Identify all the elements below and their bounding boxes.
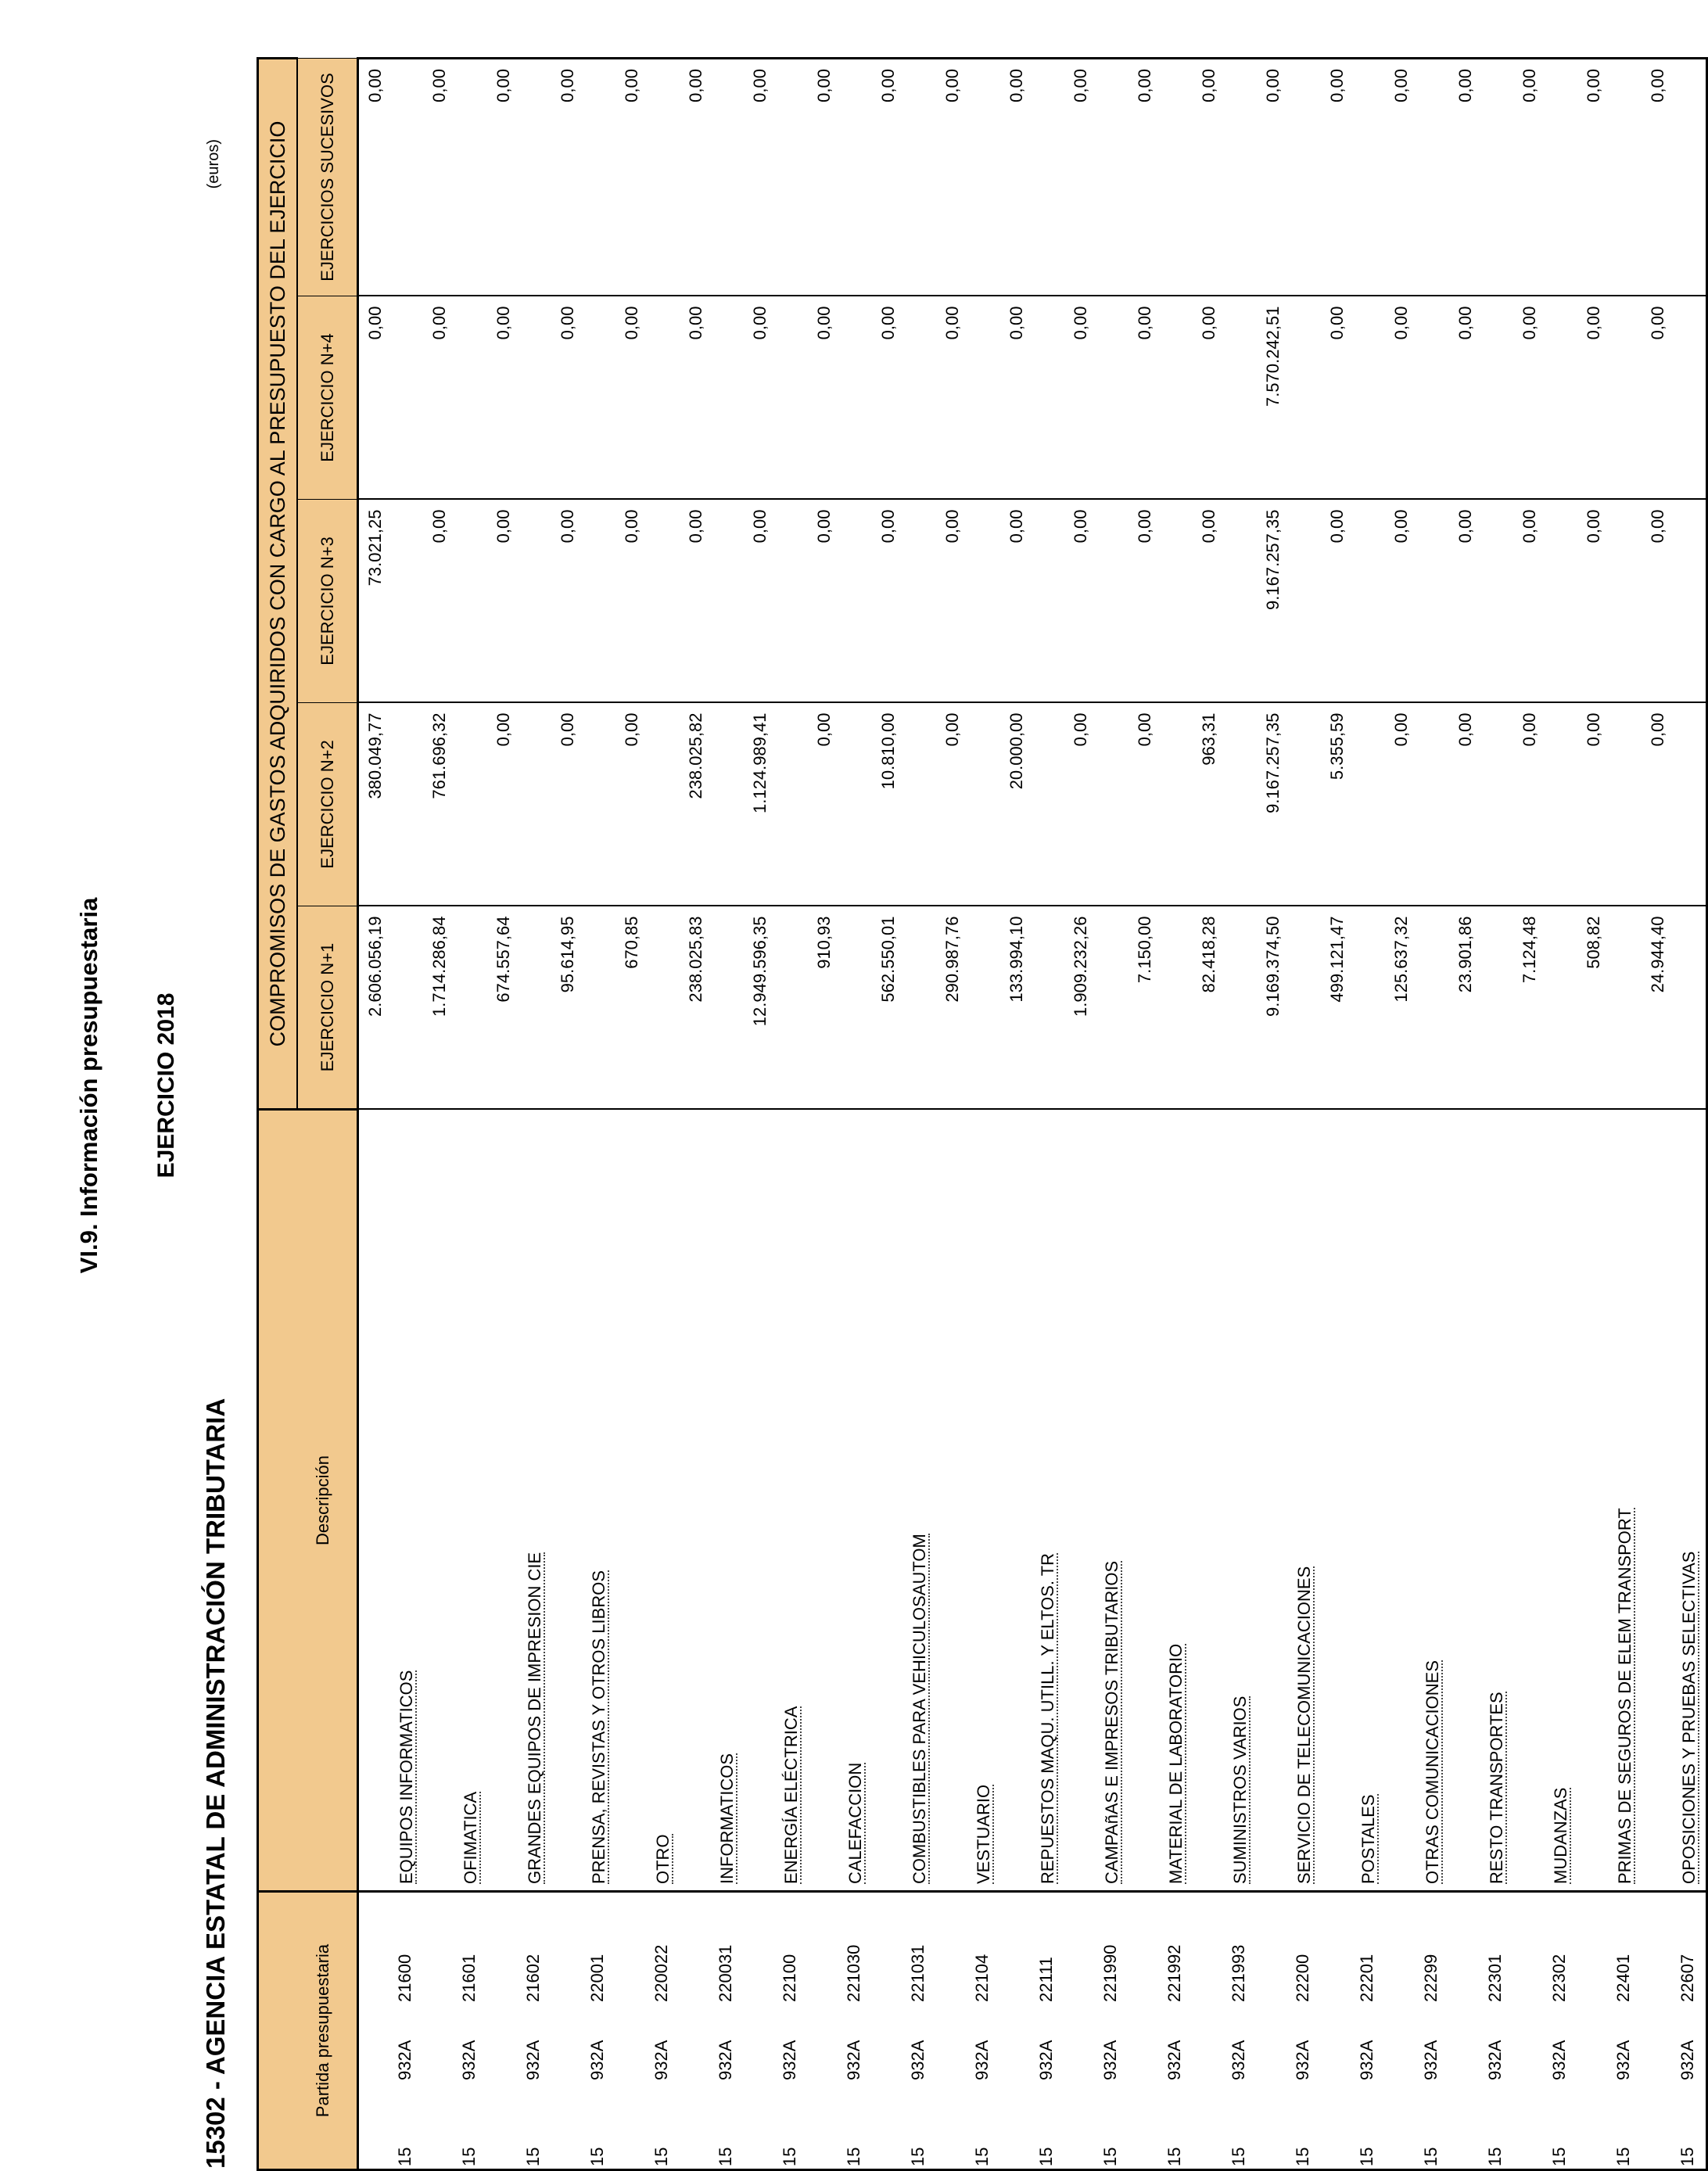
value-sucesivos: 0,00 — [1577, 58, 1642, 296]
value-n1: 290.987,76 — [936, 906, 1000, 1110]
table-row — [1257, 58, 1321, 2169]
value-n4: 0,00 — [487, 296, 551, 500]
value-sucesivos: 0,00 — [615, 58, 680, 296]
value-n2: 1.124.989,41 — [744, 703, 808, 906]
value-sucesivos: 0,00 — [423, 58, 487, 296]
value-n2: 380.049,77 — [358, 703, 424, 906]
partida-program: 932A — [587, 2040, 607, 2080]
partida-section: 15 — [1421, 2147, 1441, 2166]
partida-program: 932A — [1036, 2040, 1056, 2080]
description-text: MUDANZAS — [1551, 1787, 1570, 1884]
description-text: GRANDES EQUIPOS DE IMPRESION CIE — [525, 1552, 544, 1884]
value-n2: 238.025,82 — [680, 703, 744, 906]
value-n1: 2.606.056,19 — [358, 906, 424, 1110]
table-row — [872, 58, 936, 2169]
partida-cell — [1128, 1892, 1193, 2170]
value-n1: 562.550,01 — [872, 906, 936, 1110]
value-n2: 0,00 — [936, 703, 1000, 906]
partida-concept: 221030 — [844, 1944, 863, 2002]
table-row — [1064, 58, 1128, 2169]
header-n3: EJERCICIO N+3 — [297, 500, 358, 703]
partida-section: 15 — [1678, 2147, 1697, 2166]
partida-concept: 22100 — [780, 1954, 799, 2002]
description-text: EQUIPOS INFORMATICOS — [396, 1670, 416, 1884]
table-row — [1513, 58, 1577, 2169]
value-n4: 0,00 — [1642, 296, 1707, 500]
value-n1: 133.994,10 — [1000, 906, 1064, 1110]
partida-cell — [615, 1892, 680, 2170]
value-n3: 0,00 — [1193, 500, 1257, 703]
partida-program: 932A — [1421, 2040, 1441, 2080]
value-n3: 73.021,25 — [358, 500, 424, 703]
value-n3: 0,00 — [1513, 500, 1577, 703]
value-n4: 0,00 — [680, 296, 744, 500]
table-row — [1193, 58, 1257, 2169]
description-text: OTRO — [653, 1834, 673, 1884]
partida-program: 932A — [780, 2040, 799, 2080]
value-n3: 0,00 — [551, 500, 615, 703]
value-n2: 0,00 — [1128, 703, 1193, 906]
value-sucesivos: 0,00 — [1449, 58, 1513, 296]
table-row — [680, 58, 744, 2169]
partida-section: 15 — [459, 2147, 479, 2166]
header-group: COMPROMISOS DE GASTOS ADQUIRIDOS CON CARGO AL PRESUPUESTO DEL EJERCICIO — [258, 58, 298, 1109]
description-text: COMBUSTIBLES PARA VEHICULOSAUTOM — [910, 1534, 929, 1884]
description-cell — [744, 1110, 808, 1892]
description-text: PRENSA, REVISTAS Y OTROS LIBROS — [589, 1570, 608, 1884]
value-sucesivos: 0,00 — [1257, 58, 1321, 296]
partida-concept: 220031 — [716, 1944, 735, 2002]
description-text: RESTO TRANSPORTES — [1487, 1692, 1506, 1884]
partida-program: 932A — [1164, 2040, 1184, 2080]
value-n3: 0,00 — [615, 500, 680, 703]
value-n2: 0,00 — [1385, 703, 1449, 906]
description-cell — [358, 1110, 424, 1892]
value-n4: 0,00 — [808, 296, 872, 500]
value-n2: 0,00 — [1064, 703, 1128, 906]
value-n4: 0,00 — [423, 296, 487, 500]
partida-program: 932A — [908, 2040, 928, 2080]
value-n4: 0,00 — [1385, 296, 1449, 500]
value-n1: 12.949.596,35 — [744, 906, 808, 1110]
value-sucesivos: 0,00 — [1064, 58, 1128, 296]
value-n3: 0,00 — [1577, 500, 1642, 703]
partida-program: 932A — [716, 2040, 735, 2080]
value-n1: 1.909.232,26 — [1064, 906, 1128, 1110]
value-n2: 963,31 — [1193, 703, 1257, 906]
partida-cell — [358, 1892, 424, 2170]
partida-section: 15 — [1549, 2147, 1569, 2166]
partida-section: 15 — [1100, 2147, 1120, 2166]
value-n2: 0,00 — [1449, 703, 1513, 906]
description-text: SUMINISTROS VARIOS — [1230, 1696, 1250, 1884]
partida-program: 932A — [1549, 2040, 1569, 2080]
description-cell — [1577, 1110, 1642, 1892]
value-n1: 24.944,40 — [1642, 906, 1707, 1110]
partida-program: 932A — [523, 2040, 543, 2080]
value-n3: 0,00 — [1064, 500, 1128, 703]
page-subtitle: EJERCICIO 2018 — [153, 992, 179, 1179]
value-n1: 82.418,28 — [1193, 906, 1257, 1110]
value-sucesivos: 0,00 — [1000, 58, 1064, 296]
value-n3: 0,00 — [1128, 500, 1193, 703]
value-n2: 20.000,00 — [1000, 703, 1064, 906]
description-text: ENERGÍA ELÉCTRICA — [781, 1706, 801, 1884]
partida-concept: 221993 — [1229, 1944, 1248, 2002]
value-n4: 0,00 — [1000, 296, 1064, 500]
value-n4: 0,00 — [1128, 296, 1193, 500]
table-row — [423, 58, 487, 2169]
budget-table — [257, 57, 1708, 2171]
partida-concept: 21602 — [523, 1954, 543, 2002]
partida-concept: 22111 — [1036, 1957, 1056, 2002]
partida-concept: 22401 — [1613, 1954, 1633, 2002]
value-n2: 0,00 — [1513, 703, 1577, 906]
table-row — [615, 58, 680, 2169]
value-sucesivos: 0,00 — [358, 58, 424, 296]
partida-section: 15 — [651, 2147, 671, 2166]
value-sucesivos: 0,00 — [808, 58, 872, 296]
partida-concept: 220022 — [651, 1944, 671, 2002]
value-n4: 0,00 — [1064, 296, 1128, 500]
value-sucesivos: 0,00 — [1321, 58, 1385, 296]
description-cell — [551, 1110, 615, 1892]
value-sucesivos: 0,00 — [487, 58, 551, 296]
description-text: REPUESTOS MAQU. UTILL. Y ELTOS. TR — [1038, 1552, 1057, 1884]
partida-section: 15 — [716, 2147, 735, 2166]
value-sucesivos: 0,00 — [744, 58, 808, 296]
partida-section: 15 — [1357, 2147, 1376, 2166]
table-row — [1128, 58, 1193, 2169]
partida-cell — [1577, 1892, 1642, 2170]
description-cell — [1257, 1110, 1321, 1892]
value-n1: 7.124,48 — [1513, 906, 1577, 1110]
partida-cell — [1000, 1892, 1064, 2170]
value-sucesivos: 0,00 — [1642, 58, 1707, 296]
partida-cell — [680, 1892, 744, 2170]
value-n3: 0,00 — [423, 500, 487, 703]
partida-concept: 22301 — [1485, 1954, 1505, 2002]
partida-cell — [1449, 1892, 1513, 2170]
value-n3: 0,00 — [744, 500, 808, 703]
value-n1: 23.901,86 — [1449, 906, 1513, 1110]
value-sucesivos: 0,00 — [872, 58, 936, 296]
value-n3: 0,00 — [1000, 500, 1064, 703]
value-sucesivos: 0,00 — [551, 58, 615, 296]
description-text: OFIMATICA — [461, 1791, 480, 1884]
partida-section: 15 — [1164, 2147, 1184, 2166]
value-n2: 0,00 — [487, 703, 551, 906]
partida-program: 932A — [1485, 2040, 1505, 2080]
value-n3: 0,00 — [1385, 500, 1449, 703]
partida-program: 932A — [459, 2040, 479, 2080]
description-cell — [1642, 1110, 1707, 1892]
description-text: OPOSICIONES Y PRUEBAS SELECTIVAS — [1679, 1551, 1699, 1884]
value-n1: 508,82 — [1577, 906, 1642, 1110]
units-label: (euros) — [205, 139, 222, 189]
partida-section: 15 — [523, 2147, 543, 2166]
partida-program: 932A — [395, 2040, 414, 2080]
table-row — [358, 58, 424, 2169]
partida-concept: 21601 — [459, 1954, 479, 2002]
partida-cell — [1385, 1892, 1449, 2170]
value-n2: 5.355,59 — [1321, 703, 1385, 906]
partida-concept: 221990 — [1100, 1944, 1120, 2002]
value-n4: 7.570.242,51 — [1257, 296, 1321, 500]
value-n3: 0,00 — [936, 500, 1000, 703]
table-row — [1000, 58, 1064, 2169]
partida-section: 15 — [1485, 2147, 1505, 2166]
value-n1: 674.557,64 — [487, 906, 551, 1110]
value-n3: 0,00 — [872, 500, 936, 703]
partida-concept: 22200 — [1293, 1954, 1312, 2002]
table-row — [808, 58, 872, 2169]
description-cell — [615, 1110, 680, 1892]
partida-cell — [551, 1892, 615, 2170]
header-sucesivos: EJERCICIOS SUCESIVOS — [297, 58, 358, 296]
description-text: PRIMAS DE SEGUROS DE ELEM TRANSPORT — [1615, 1508, 1634, 1884]
value-n3: 0,00 — [808, 500, 872, 703]
value-n1: 910,93 — [808, 906, 872, 1110]
partida-program: 932A — [1293, 2040, 1312, 2080]
value-n2: 0,00 — [1577, 703, 1642, 906]
value-sucesivos: 0,00 — [1193, 58, 1257, 296]
description-text: MATERIAL DE LABORATORIO — [1166, 1643, 1186, 1884]
description-cell — [1064, 1110, 1128, 1892]
description-text: SERVICIO DE TELECOMUNICACIONES — [1294, 1566, 1314, 1884]
partida-program: 932A — [1357, 2040, 1376, 2080]
header-n1: EJERCICIO N+1 — [297, 906, 358, 1110]
partida-cell — [1193, 1892, 1257, 2170]
description-cell — [936, 1110, 1000, 1892]
partida-program: 932A — [972, 2040, 992, 2080]
description-text: CALEFACCION — [845, 1762, 865, 1884]
value-n4: 0,00 — [936, 296, 1000, 500]
header-n2: EJERCICIO N+2 — [297, 703, 358, 906]
value-n1: 670,85 — [615, 906, 680, 1110]
value-n2: 0,00 — [1642, 703, 1707, 906]
value-n1: 1.714.286,84 — [423, 906, 487, 1110]
value-sucesivos: 0,00 — [1385, 58, 1449, 296]
description-cell — [1321, 1110, 1385, 1892]
value-n1: 7.150,00 — [1128, 906, 1193, 1110]
value-n2: 10.810,00 — [872, 703, 936, 906]
partida-cell — [1257, 1892, 1321, 2170]
description-cell — [808, 1110, 872, 1892]
partida-program: 932A — [651, 2040, 671, 2080]
table-row — [744, 58, 808, 2169]
table-row — [1385, 58, 1449, 2169]
partida-cell — [936, 1892, 1000, 2170]
value-n1: 499.121,47 — [1321, 906, 1385, 1110]
partida-section: 15 — [1293, 2147, 1312, 2166]
partida-cell — [487, 1892, 551, 2170]
value-sucesivos: 0,00 — [680, 58, 744, 296]
partida-concept: 221992 — [1164, 1944, 1184, 2002]
partida-concept: 221031 — [908, 1944, 928, 2002]
value-n2: 761.696,32 — [423, 703, 487, 906]
partida-section: 15 — [972, 2147, 992, 2166]
partida-cell — [1642, 1892, 1707, 2170]
header-n4: EJERCICIO N+4 — [297, 296, 358, 500]
value-sucesivos: 0,00 — [1128, 58, 1193, 296]
table-row — [1449, 58, 1513, 2169]
partida-program: 932A — [1229, 2040, 1248, 2080]
partida-concept: 22201 — [1357, 1954, 1376, 2002]
value-sucesivos: 0,00 — [1513, 58, 1577, 296]
value-n1: 238.025,83 — [680, 906, 744, 1110]
value-n4: 0,00 — [551, 296, 615, 500]
description-cell — [487, 1110, 551, 1892]
partida-section: 15 — [1229, 2147, 1248, 2166]
partida-concept: 22302 — [1549, 1954, 1569, 2002]
value-n3: 0,00 — [1642, 500, 1707, 703]
value-n4: 0,00 — [1449, 296, 1513, 500]
partida-cell — [1513, 1892, 1577, 2170]
partida-concept: 22607 — [1678, 1954, 1697, 2002]
description-cell — [872, 1110, 936, 1892]
table-row — [936, 58, 1000, 2169]
description-cell — [680, 1110, 744, 1892]
description-text: POSTALES — [1358, 1794, 1378, 1884]
header-descripcion: Descripción — [258, 1110, 358, 1892]
partida-section: 15 — [908, 2147, 928, 2166]
table-row — [1642, 58, 1707, 2169]
value-n4: 0,00 — [872, 296, 936, 500]
value-n4: 0,00 — [1193, 296, 1257, 500]
description-text: INFORMATICOS — [717, 1753, 737, 1884]
partida-program: 932A — [844, 2040, 863, 2080]
partida-cell — [1064, 1892, 1128, 2170]
value-n2: 9.167.257,35 — [1257, 703, 1321, 906]
value-n3: 0,00 — [1449, 500, 1513, 703]
value-n2: 0,00 — [808, 703, 872, 906]
partida-program: 932A — [1678, 2040, 1697, 2080]
value-n4: 0,00 — [358, 296, 424, 500]
partida-section: 15 — [1036, 2147, 1056, 2166]
description-cell — [1193, 1110, 1257, 1892]
partida-cell — [744, 1892, 808, 2170]
partida-section: 15 — [395, 2147, 414, 2166]
value-sucesivos: 0,00 — [936, 58, 1000, 296]
value-n4: 0,00 — [1321, 296, 1385, 500]
value-n4: 0,00 — [615, 296, 680, 500]
partida-section: 15 — [780, 2147, 799, 2166]
partida-section: 15 — [587, 2147, 607, 2166]
partida-section: 15 — [1613, 2147, 1633, 2166]
table-body — [358, 58, 1707, 2169]
partida-program: 932A — [1100, 2040, 1120, 2080]
description-text: VESTUARIO — [974, 1784, 993, 1884]
description-cell — [1513, 1110, 1577, 1892]
partida-section: 15 — [844, 2147, 863, 2166]
description-cell — [1000, 1110, 1064, 1892]
value-n1: 95.614,95 — [551, 906, 615, 1110]
value-n1: 125.637,32 — [1385, 906, 1449, 1110]
description-cell — [423, 1110, 487, 1892]
value-n4: 0,00 — [744, 296, 808, 500]
partida-concept: 22104 — [972, 1954, 992, 2002]
header-partida: Partida presupuestaria — [258, 1892, 358, 2170]
partida-program: 932A — [1613, 2040, 1633, 2080]
value-n3: 0,00 — [1321, 500, 1385, 703]
table-row — [1577, 58, 1642, 2169]
partida-cell — [423, 1892, 487, 2170]
value-n3: 0,00 — [487, 500, 551, 703]
value-n4: 0,00 — [1577, 296, 1642, 500]
value-n2: 0,00 — [551, 703, 615, 906]
value-n2: 0,00 — [615, 703, 680, 906]
description-cell — [1385, 1110, 1449, 1892]
value-n3: 9.167.257,35 — [1257, 500, 1321, 703]
value-n3: 0,00 — [680, 500, 744, 703]
table-row — [551, 58, 615, 2169]
partida-cell — [872, 1892, 936, 2170]
description-text: CAMPAñAS E IMPRESOS TRIBUTARIOS — [1102, 1560, 1121, 1884]
description-text: OTRAS COMUNICACIONES — [1423, 1660, 1442, 1884]
description-cell — [1128, 1110, 1193, 1892]
partida-cell — [808, 1892, 872, 2170]
table-row — [487, 58, 551, 2169]
partida-cell — [1321, 1892, 1385, 2170]
description-cell — [1449, 1110, 1513, 1892]
value-n4: 0,00 — [1513, 296, 1577, 500]
partida-concept: 22299 — [1421, 1954, 1441, 2002]
agency-heading: 15302 - AGENCIA ESTATAL DE ADMINISTRACIÓN TRIBUTARIA — [201, 1398, 230, 2169]
partida-concept: 21600 — [395, 1954, 414, 2002]
page-title: VI.9. Información presupuestaria — [75, 897, 102, 1274]
value-n1: 9.169.374,50 — [1257, 906, 1321, 1110]
table-row — [1321, 58, 1385, 2169]
partida-concept: 22001 — [587, 1954, 607, 2002]
